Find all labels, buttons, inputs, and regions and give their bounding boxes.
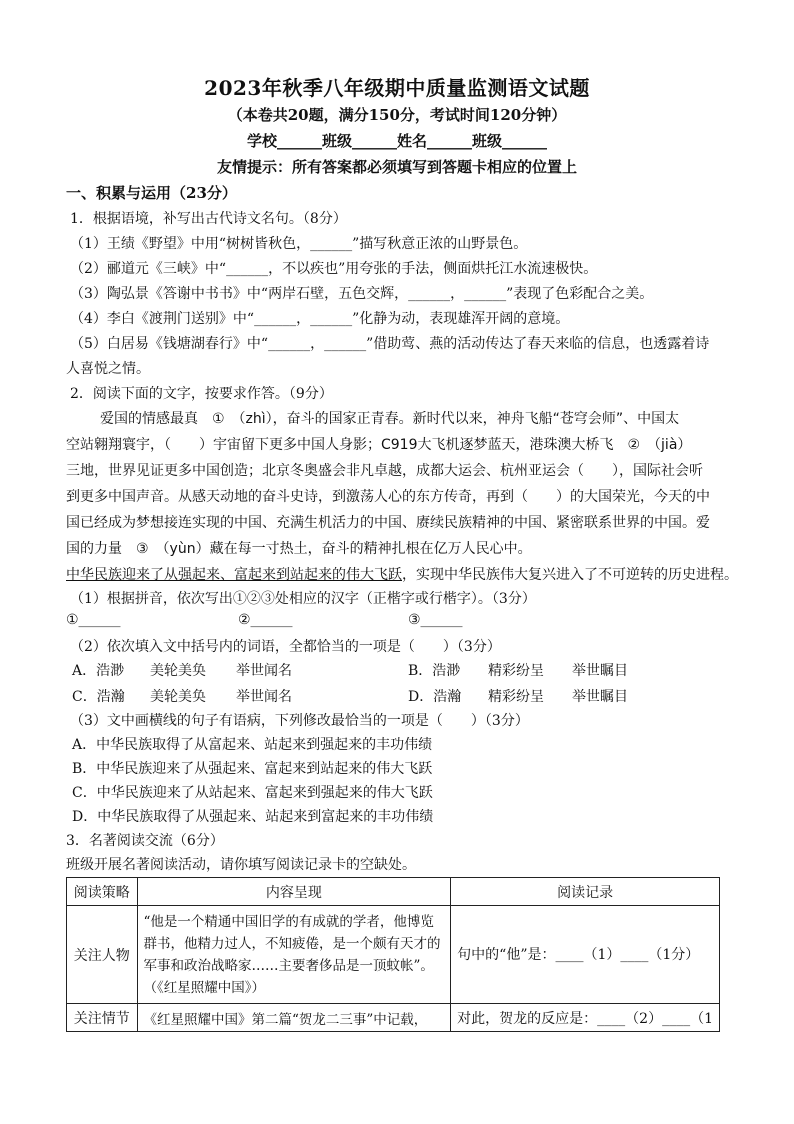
q2-sub2-option-c-2: 美轮美奂 [150,689,206,705]
passage-line-7 [66,564,738,584]
exam-note: （本卷共20题，满分150分，考试时间120分钟） [227,106,567,124]
section-heading: 一、积累与运用（23分） [66,184,237,202]
q1-item-2: （2）郦道元《三峡》中“______，不以疾也”用夸张的手法，侧面烘托江水流速极快。 [70,261,598,277]
q2-sub3-option-a: A．中华民族取得了从富起来、站起来到强起来的丰功伟绩 [72,737,433,753]
passage-line-3: 三地，世界见证更多中国创造；北京冬奥盛会非凡卓越，成都大运会、杭州亚运会（ ），国际社会听 [66,463,703,479]
table-cell-content: 《红星照耀中国》第二篇“贺龙二三事”中记载， [137,1004,451,1032]
q2-sub2-option-b-1: B．浩渺 [408,663,461,679]
q2-sub2-option-b-2: 精彩纷呈 [488,663,544,679]
table-cell-strategy: 关注人物 [67,906,138,1004]
table-row [67,1004,720,1032]
passage-line-2: 空站翱翔寰宇，（ ）宇宙留下更多中国人身影；C919大飞机逐梦蓝天，港珠澳大桥飞 ② （jià） [66,437,692,453]
q1-item-4: （4）李白《渡荆门送别》中“______，______”化静为动，表现雄浑开阔的意境。 [70,311,570,327]
q2-sub2-option-d-3: 举世瞩目 [572,689,628,705]
q2-sub2-option-b-3: 举世瞩目 [572,663,628,679]
q2-sub1: （1）根据拼音，依次写出①②③处相应的汉字（正楷字或行楷字）。（3分） [70,591,536,607]
reading-record-table [66,877,720,1032]
passage-line-4: 到更多中国声音。从感天动地的奋斗史诗，到激荡人心的东方传奇，再到（ ）的大国荣光，今天的中 [66,489,710,505]
q2-sub2: （2）依次填入文中括号内的词语，全都恰当的一项是（ ）（3分） [70,639,501,655]
q1-item-5: （5）白居易《钱塘湖春行》中“______，______”借助莺、燕的活动传达了春天来临的信息，也透露着诗 [70,336,710,352]
student-info-line: 学校______班级______姓名______班级______ [246,132,547,150]
question-3-stem: 3．名著阅读交流（6分） [66,833,224,849]
q2-sub2-option-a-2: 美轮美奂 [150,663,206,679]
faulty-sentence: 中华民族迎来了从强起来、富起来到站起来的伟大飞跃 [66,567,402,583]
passage-line-6: 国的力量 ③ （yùn）藏在每一寸热土，奋斗的精神扎根在亿万人民心中。 [66,541,532,557]
q2-sub3-option-c: C．中华民族迎来了从站起来、富起来到强起来的伟大飞跃 [72,785,433,801]
table-row [67,906,720,1004]
q2-sub2-option-a-1: A．浩渺 [72,663,125,679]
q1-item-1: （1）王绩《野望》中用“树树皆秋色，______”描写秋意正浓的山野景色。 [70,236,528,252]
table-cell-record: 对此，贺龙的反应是：____（2）____（1 [451,1004,720,1032]
q2-sub3-option-b: B．中华民族迎来了从强起来、富起来到站起来的伟大飞跃 [72,761,433,777]
q2-sub3-option-d: D．中华民族取得了从强起来、站起来到富起来的丰功伟绩 [72,809,434,825]
question-2-stem: 2．阅读下面的文字，按要求作答。（9分） [70,386,333,402]
question-3-intro: 班级开展名著阅读活动，请你填写阅读记录卡的空缺处。 [66,857,416,873]
q2-sub1-blank-3: ③______ [408,612,463,628]
passage-line-5: 国已经成为梦想接连实现的中国、充满生机活力的中国、赓续民族精神的中国、紧密联系世界的中国。爱 [66,515,710,531]
table-header-content: 内容呈现 [137,878,451,906]
friendly-tip: 友情提示：所有答案都必须填写到答题卡相应的位置上 [216,158,577,176]
q2-sub2-option-d-2: 精彩纷呈 [488,689,544,705]
q2-sub2-option-c-1: C．浩瀚 [72,689,125,705]
table-cell-record: 句中的“他”是：____（1）____（1分） [451,906,720,1004]
exam-title: 2023年秋季八年级期中质量监测语文试题 [204,76,590,100]
q2-sub2-option-d-1: D．浩瀚 [408,689,462,705]
passage-line-7-rest: ，实现中华民族伟大复兴进入了不可逆转的历史进程。 [402,567,738,583]
q2-sub1-blank-1: ①______ [66,612,121,628]
table-cell-content: “他是一个精通中国旧学的有成就的学者，他博览群书，他精力过人，不知疲倦，是一个颇有天才的军事和政治战略家……主要奢侈品是一顶蚊帐”。（《红星照耀中国》） [137,906,451,1004]
table-cell-strategy: 关注情节 [67,1004,138,1032]
table-header-strategy: 阅读策略 [67,878,138,906]
q2-sub3: （3）文中画横线的句子有语病，下列修改最恰当的一项是（ ）（3分） [70,713,529,729]
passage-line-1: 爱国的情感最真 ① （zhì），奋斗的国家正青春。新时代以来，神舟飞船“苍穹会师”、中国太 [100,411,680,427]
table-header-record: 阅读记录 [451,878,720,906]
q1-item-5-cont: 人喜悦之情。 [66,361,150,377]
q2-sub1-blank-2: ②______ [238,612,293,628]
q2-sub2-option-c-3: 举世闻名 [236,689,292,705]
q1-item-3: （3）陶弘景《答谢中书书》中“两岸石壁，五色交辉，______，______”表现了色彩配合之美。 [70,286,654,302]
table-header-row [67,878,720,906]
q2-sub2-option-a-3: 举世闻名 [236,663,292,679]
question-1-stem: 1．根据语境，补写出古代诗文名句。（8分） [70,211,347,227]
